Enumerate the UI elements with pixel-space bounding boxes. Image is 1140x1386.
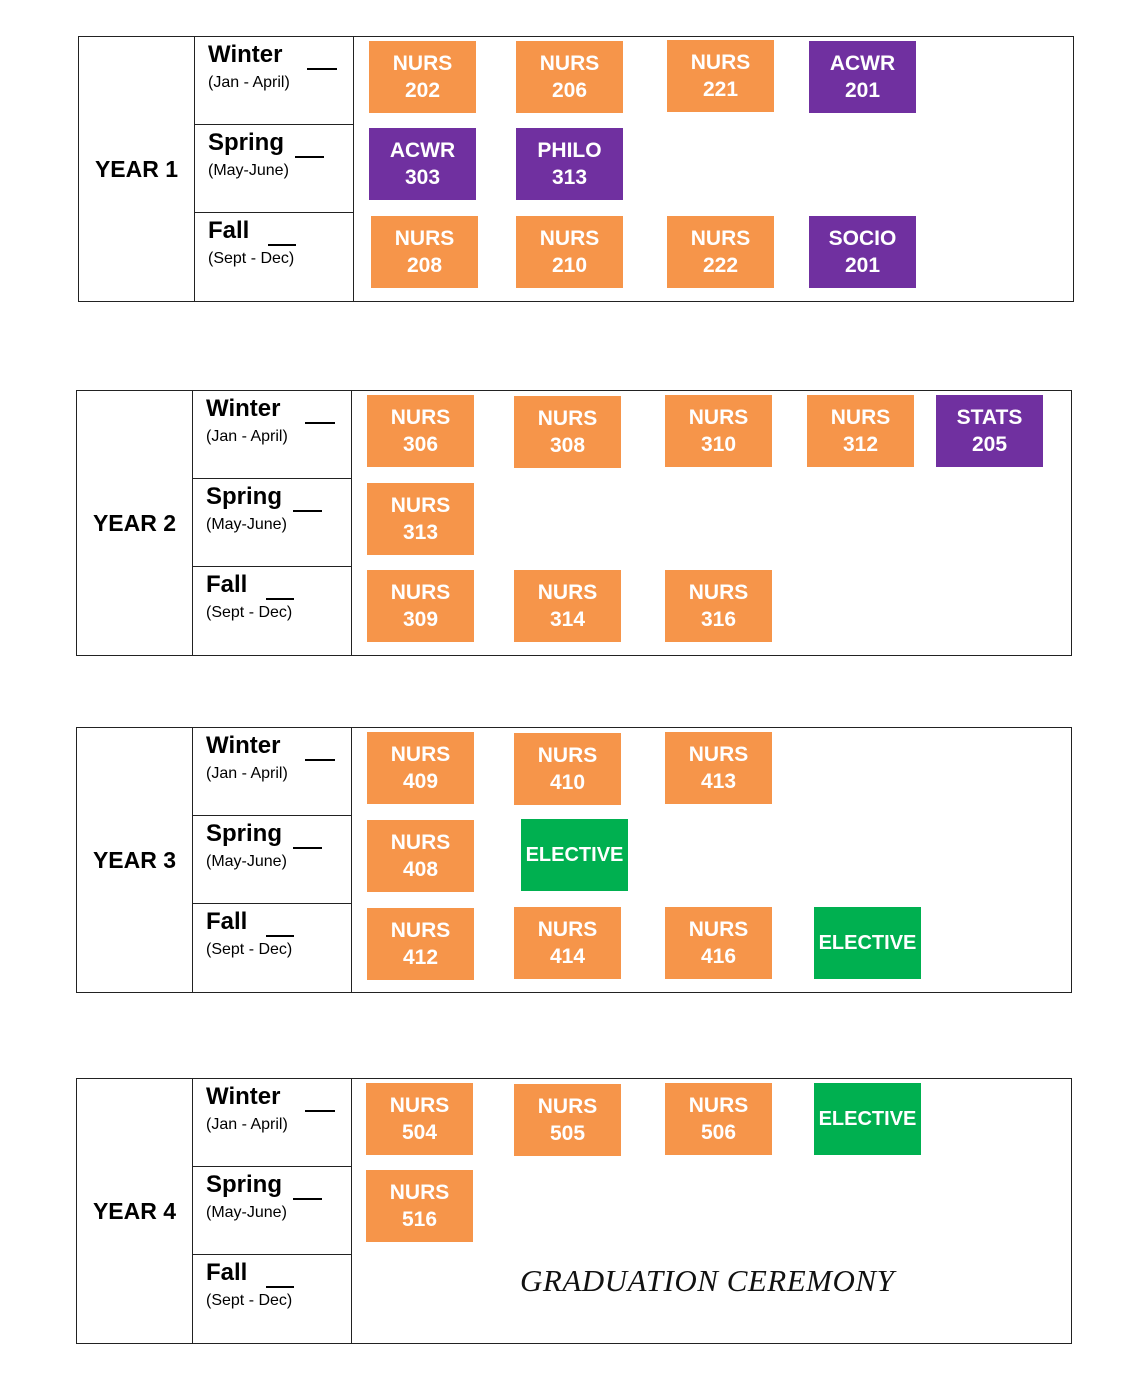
course-number: 413 (700, 770, 737, 793)
term-range: (May-June) (206, 516, 287, 533)
course-box (521, 819, 628, 891)
term-name: Fall (206, 1259, 248, 1286)
course-number: 313 (551, 166, 588, 189)
course-box (665, 1083, 772, 1155)
term-name: Spring (206, 1171, 282, 1198)
course-subject: PHILO (537, 139, 602, 162)
course-number: 308 (549, 434, 586, 457)
course-subject: NURS (537, 918, 598, 941)
term-checkbox-line[interactable] (305, 759, 335, 761)
course-subject: NURS (392, 52, 453, 75)
course-box (667, 40, 774, 112)
course-subject: NURS (537, 744, 598, 767)
course-subject: ELECTIVE (818, 931, 917, 954)
course-box (936, 395, 1043, 467)
course-box (369, 41, 476, 113)
year-block (76, 390, 1072, 656)
course-number: 202 (404, 79, 441, 102)
course-number: 516 (401, 1208, 438, 1231)
course-box (665, 732, 772, 804)
term-range: (Jan - April) (206, 1116, 288, 1133)
year-block (76, 1078, 1072, 1344)
term-checkbox-line[interactable] (305, 1110, 335, 1112)
course-box (665, 907, 772, 979)
term-winter (193, 728, 352, 816)
term-checkbox-line[interactable] (293, 510, 322, 512)
term-name: Spring (208, 129, 284, 156)
course-subject: NURS (688, 918, 749, 941)
term-fall (195, 213, 354, 301)
course-box (809, 216, 916, 288)
course-subject: NURS (690, 51, 751, 74)
term-checkbox-line[interactable] (305, 422, 335, 424)
course-number: 414 (549, 945, 586, 968)
year-label: YEAR 4 (77, 1079, 193, 1343)
course-box (514, 396, 621, 468)
course-subject: ACWR (829, 52, 896, 75)
course-box (514, 570, 621, 642)
term-name: Winter (208, 41, 283, 68)
course-box (366, 1170, 473, 1242)
course-number: 505 (549, 1122, 586, 1145)
term-spring (193, 816, 352, 904)
term-name: Spring (206, 483, 282, 510)
course-subject: NURS (688, 406, 749, 429)
term-name: Fall (206, 571, 248, 598)
term-winter (193, 391, 352, 479)
course-number: 506 (700, 1121, 737, 1144)
course-box (367, 570, 474, 642)
course-number: 303 (404, 166, 441, 189)
term-range: (Sept - Dec) (206, 941, 293, 958)
course-subject: ELECTIVE (818, 1107, 917, 1130)
course-subject: NURS (389, 1094, 450, 1117)
course-number: 416 (700, 945, 737, 968)
term-spring (193, 479, 352, 567)
course-box (807, 395, 914, 467)
course-subject: NURS (389, 1181, 450, 1204)
course-subject: NURS (537, 1095, 598, 1118)
course-number: 201 (844, 254, 881, 277)
course-number: 206 (551, 79, 588, 102)
term-winter (195, 37, 354, 125)
course-box (369, 128, 476, 200)
course-subject: NURS (390, 919, 451, 942)
term-checkbox-line[interactable] (295, 156, 324, 158)
term-checkbox-line[interactable] (266, 1286, 294, 1288)
course-subject: NURS (688, 581, 749, 604)
term-range: (May-June) (206, 853, 287, 870)
term-name: Winter (206, 1083, 281, 1110)
course-box (366, 1083, 473, 1155)
course-box (665, 570, 772, 642)
course-subject: ACWR (389, 139, 456, 162)
course-number: 309 (402, 608, 439, 631)
term-range: (Jan - April) (206, 428, 288, 445)
term-winter (193, 1079, 352, 1167)
course-number: 210 (551, 254, 588, 277)
course-box (516, 128, 623, 200)
term-range: (Sept - Dec) (208, 250, 295, 267)
term-range: (Sept - Dec) (206, 604, 293, 621)
course-subject: ELECTIVE (525, 843, 624, 866)
term-name: Winter (206, 732, 281, 759)
course-subject: NURS (390, 831, 451, 854)
term-fall (193, 567, 352, 655)
course-box (516, 41, 623, 113)
term-name: Winter (206, 395, 281, 422)
course-box (665, 395, 772, 467)
course-subject: NURS (394, 227, 455, 250)
term-checkbox-line[interactable] (268, 244, 296, 246)
course-subject: NURS (390, 743, 451, 766)
course-subject: NURS (390, 494, 451, 517)
year-block (78, 36, 1074, 302)
term-range: (Sept - Dec) (206, 1292, 293, 1309)
term-name: Spring (206, 820, 282, 847)
course-number: 310 (700, 433, 737, 456)
term-spring (193, 1167, 352, 1255)
course-subject: NURS (537, 581, 598, 604)
course-number: 313 (402, 521, 439, 544)
course-number: 410 (549, 771, 586, 794)
term-range: (Jan - April) (206, 765, 288, 782)
term-fall (193, 904, 352, 992)
course-box (371, 216, 478, 288)
year-label: YEAR 1 (79, 37, 195, 301)
year-label: YEAR 2 (77, 391, 193, 655)
course-subject: NURS (537, 407, 598, 430)
term-checkbox-line[interactable] (293, 1198, 322, 1200)
term-checkbox-line[interactable] (293, 847, 322, 849)
course-box (814, 1083, 921, 1155)
term-checkbox-line[interactable] (266, 935, 294, 937)
course-box (367, 732, 474, 804)
course-subject: NURS (539, 52, 600, 75)
term-range: (May-June) (208, 162, 289, 179)
course-number: 504 (401, 1121, 438, 1144)
course-number: 306 (402, 433, 439, 456)
course-number: 314 (549, 608, 586, 631)
course-number: 221 (702, 78, 739, 101)
term-name: Fall (208, 217, 250, 244)
term-range: (May-June) (206, 1204, 287, 1221)
course-box (367, 908, 474, 980)
course-number: 409 (402, 770, 439, 793)
term-range: (Jan - April) (208, 74, 290, 91)
year-label: YEAR 3 (77, 728, 193, 992)
course-subject: NURS (688, 743, 749, 766)
course-box (367, 395, 474, 467)
course-subject: NURS (539, 227, 600, 250)
term-spring (195, 125, 354, 213)
term-checkbox-line[interactable] (307, 68, 337, 70)
course-box (514, 733, 621, 805)
course-box (514, 907, 621, 979)
course-box (514, 1084, 621, 1156)
course-number: 316 (700, 608, 737, 631)
course-box (367, 820, 474, 892)
course-number: 222 (702, 254, 739, 277)
graduation-ceremony-note: GRADUATION CEREMONY (520, 1263, 895, 1298)
course-subject: NURS (688, 1094, 749, 1117)
course-subject: NURS (390, 406, 451, 429)
course-number: 412 (402, 946, 439, 969)
course-box (367, 483, 474, 555)
course-box (809, 41, 916, 113)
year-block (76, 727, 1072, 993)
course-box (516, 216, 623, 288)
term-name: Fall (206, 908, 248, 935)
course-subject: NURS (690, 227, 751, 250)
course-subject: SOCIO (828, 227, 897, 250)
course-number: 201 (844, 79, 881, 102)
course-number: 208 (406, 254, 443, 277)
course-box (814, 907, 921, 979)
course-number: 312 (842, 433, 879, 456)
course-number: 205 (971, 433, 1008, 456)
course-subject: STATS (956, 406, 1023, 429)
course-box (667, 216, 774, 288)
course-number: 408 (402, 858, 439, 881)
course-subject: NURS (830, 406, 891, 429)
term-checkbox-line[interactable] (266, 598, 294, 600)
term-fall (193, 1255, 352, 1343)
course-subject: NURS (390, 581, 451, 604)
